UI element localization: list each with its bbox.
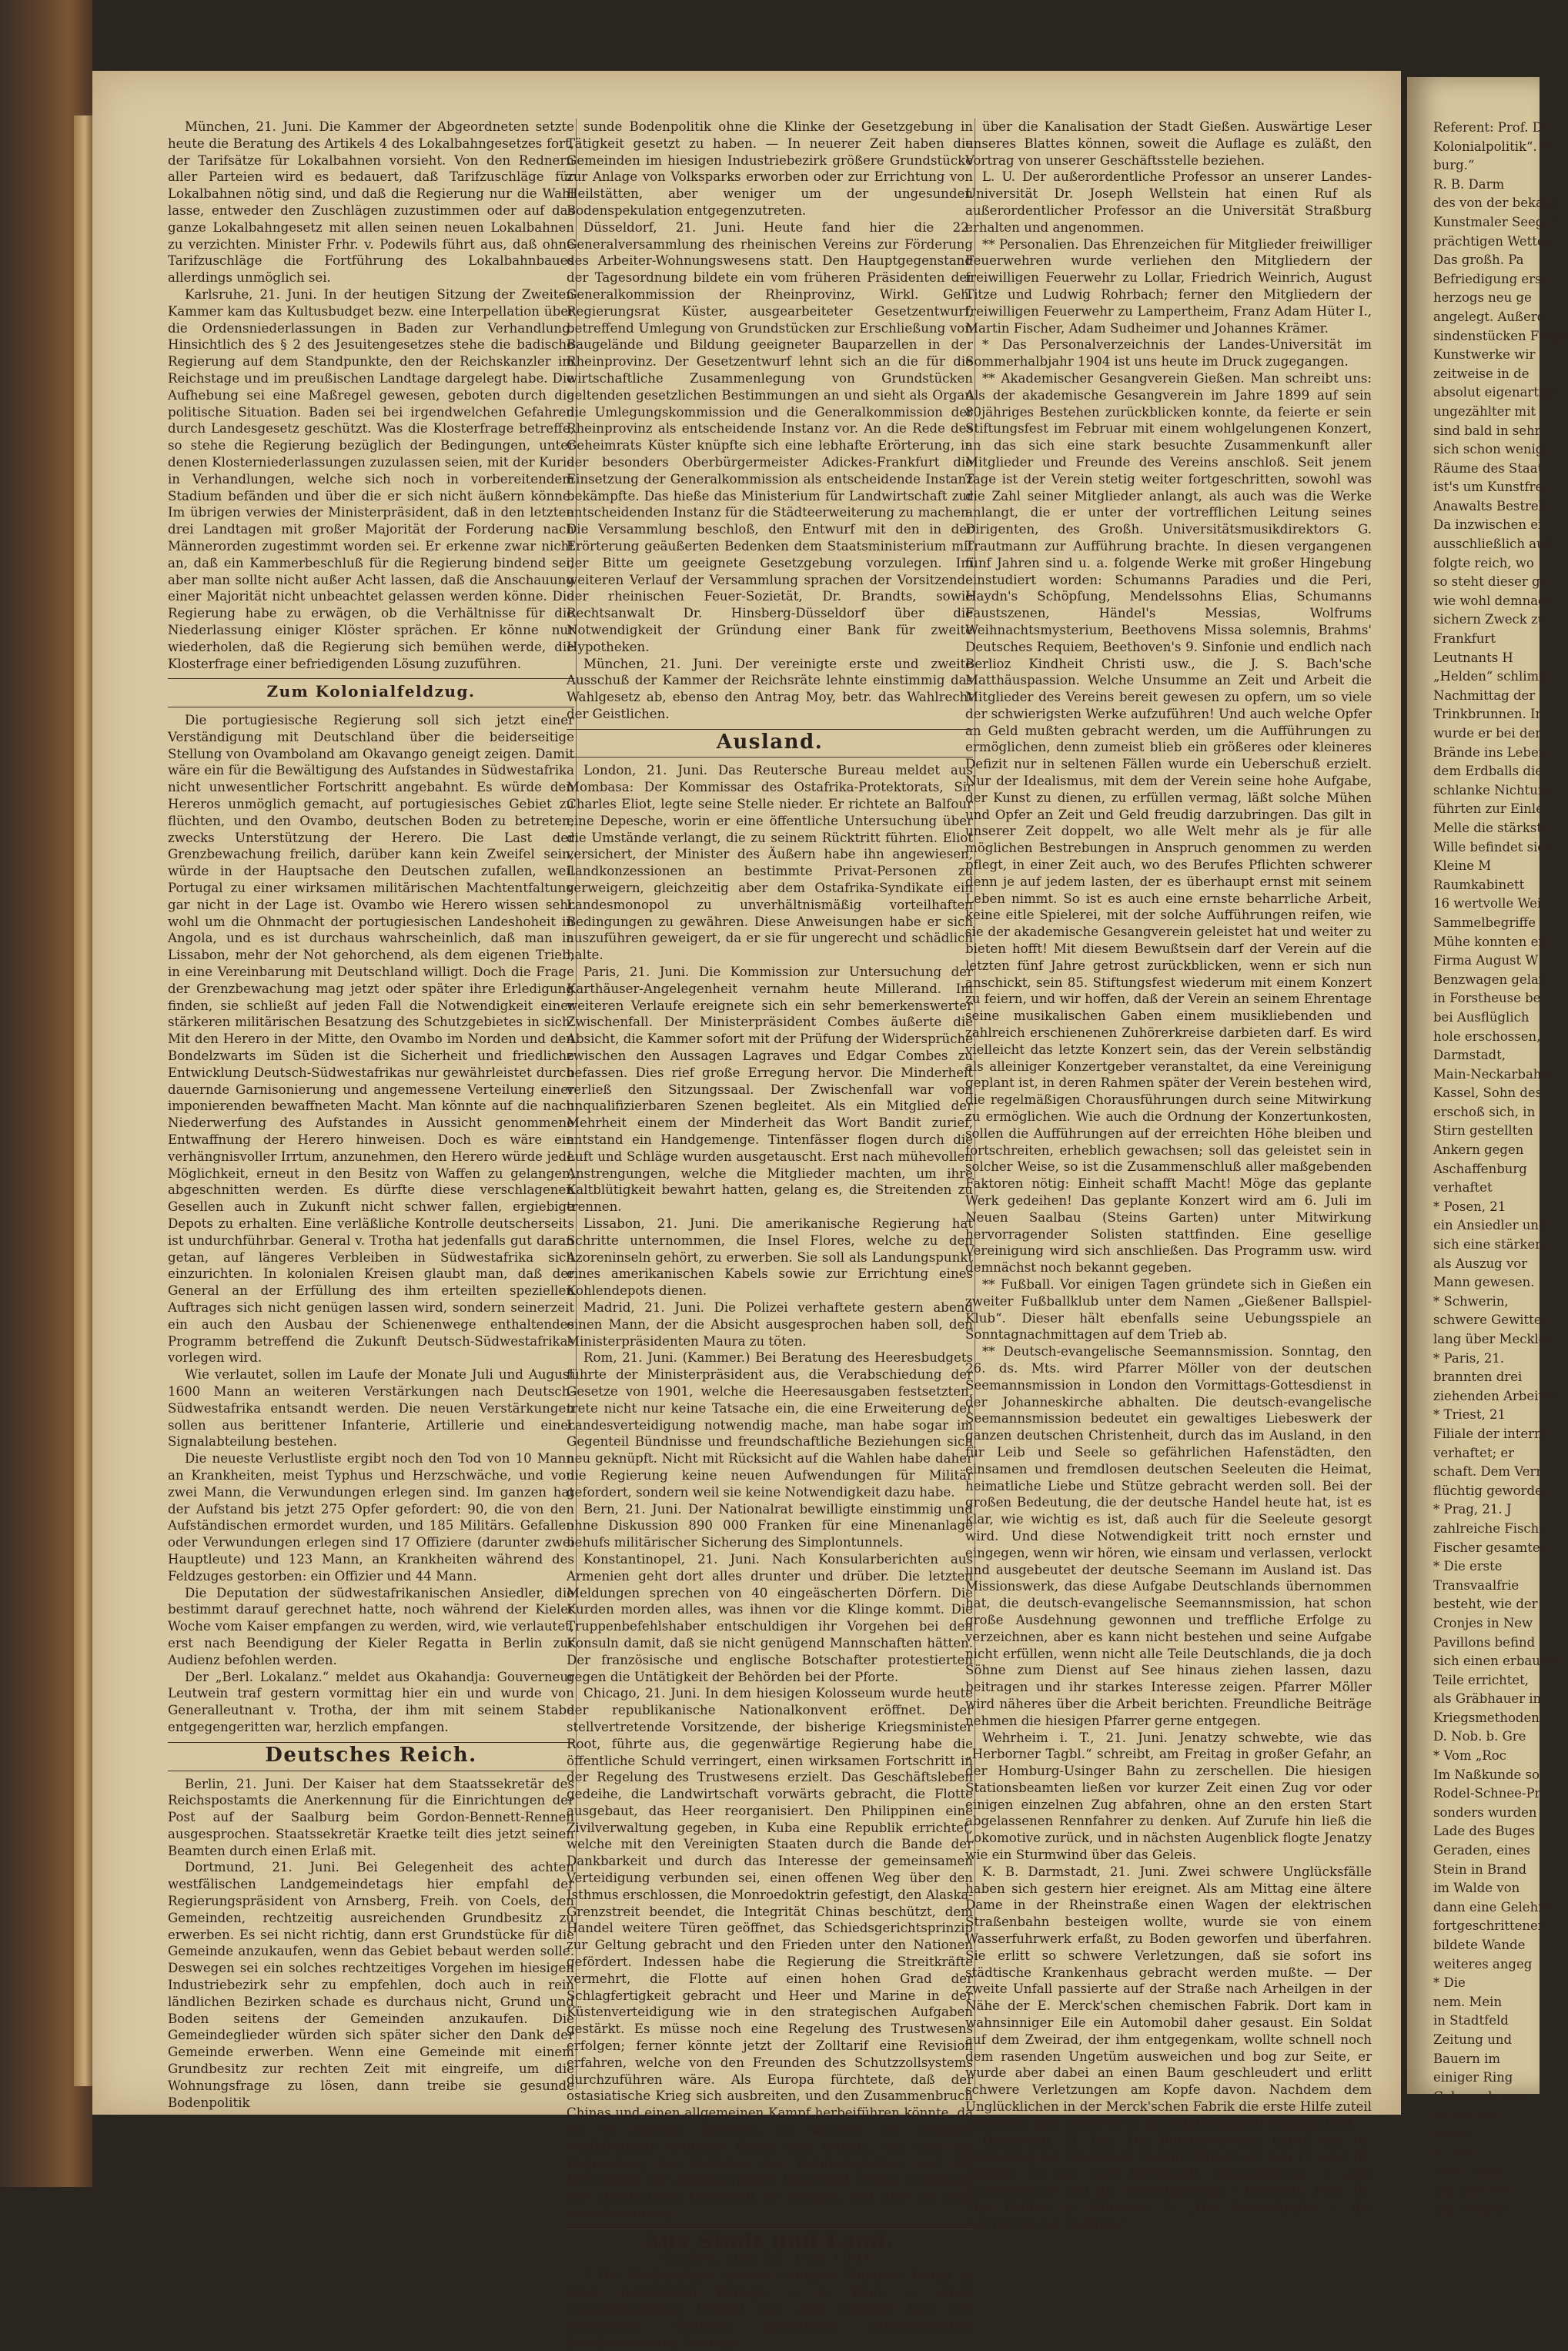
adjacent-page-line: Kolonialpolitik“. R.	[1433, 139, 1555, 154]
article-rom: Rom, 21. Juni. (Kammer.) Bei Beratung des Heeresbudgets führte der Ministerpräsident aus, die Verabschiedung der Gesetze von 1901, welche die Heeresausgaben festsetzten, trete nicht nur keine Tatsache ein, die eine Erweiterung der Landesverteidigung notwendig mache, man habe sogar im Gegenteil Bündnisse und freundschaftliche Beziehungen sich neu geknüpft. Nicht mit Rücksicht auf die Wahlen habe daher die Regierung keine neuen Aufwendungen für Militär gefordert, sondern weil sie keine Notwendigkeit dazu habe.	[567, 1350, 973, 1500]
adjacent-page-line: verhaftet	[1433, 1180, 1493, 1196]
column-1	[168, 119, 574, 2110]
binding-edge	[74, 115, 92, 2086]
adjacent-page-line: einiger Ring	[1433, 2070, 1513, 2085]
adjacent-page-line: flüchtig geworden	[1433, 1483, 1551, 1498]
adjacent-page-line: als Gräbhauer in	[1433, 1691, 1542, 1707]
adjacent-page-line: Mühe konnten ein	[1433, 934, 1551, 949]
article-stadtauflage: * Die Stadtauflage unserer heutigen Nummer bringt in einer besonderen Beilage — 4. Blatt — einen stenographischen Bericht von dem kürzlich hier von Oberbaurat Schmick gehaltenen außerordentlich beachtenswerten Vortrage	[567, 2268, 973, 2350]
adjacent-page-line: Benzwagen gelan	[1433, 972, 1547, 987]
adjacent-page-line: Nachmittag der	[1433, 687, 1536, 703]
article-dortmund-grundbesitz: Dortmund, 21. Juni. Bei Gelegenheit des achten westfälischen Landgemeindetags hier empfahl der Regierungspräsident von Arnsberg, Freih. von Coels, den Gemeinden, rechtzeitig ausreichenden Grundbesitz zu erwerben. Es sei nicht richtig, dann erst Grundstücke für die Gemeinde anzukaufen, wenn das Gebiet bebaut werden solle. Deswegen sei ein solches rechtzeitiges Vorgehen im hiesigen Industriebezirk sehr zu empfehlen, doch auch in rein ländlichen Bezirken schade es durchaus nicht, Grund und Boden seitens der Gemeinden anzukaufen. Die Gemeindeglieder würden sich später sicher den Dank der Gemeinde erwerben. Wenn eine Gemeinde mit einem Grundbesitz zur rechten Zeit mit eingreife, um die Wohnungsfrage zu lösen, dann treibe sie gesunde Bodenpolitik	[168, 1860, 574, 2110]
adjacent-page-line: * Posen, 21	[1433, 1199, 1506, 1214]
article-duesseldorf: Düsseldorf, 21. Juni. Heute fand hier die 22. Generalversammlung des rheinischen Vereins zur Förderung des Arbeiter-Wohnungswesens statt. Den Hauptgegenstand der Tagesordnung bildete ein vom früheren Präsidenten der Generalkommission der Rheinprovinz, Wirkl. Geh. Regierungsrat Küster, ausgearbeiteter Gesetzentwurf, betreffend Umlegung von Grundstücken zur Erschließung von Baugelände und Bildung geeigneter Bauparzellen in der Rheinprovinz. Der Gesetzentwurf lehnt sich an die für die wirtschaftliche Zusammenlegung von Grundstücken geltenden gesetzlichen Bestimmungen an und sieht als Organ die Umlegungskommission und die Generalkommission der Rheinprovinz als entscheidende Instanz vor. An die Rede des Geheimrats Küster knüpfte sich eine lebhafte Erörterung, in der besonders Oberbürgermeister Adickes-Frankfurt die Einsetzung der Generalkommission als entscheidende Instanz bekämpfte. Das hieße das Ministerium für Landwirtschaft zur entscheidenden Instanz für die Städteerweiterung zu machen. Die Versammlung beschloß, den Entwurf mit den in der Erörterung geäußerten Bedenken dem Staatsministerium mit der Bitte um geeignete Gesetzgebung vorzulegen. Im weiteren Verlauf der Versammlung sprachen der Vorsitzende der rheinischen Feuer-Sozietät, Dr. Brandts, sowie Rechtsanwalt Dr. Hinsberg-Düsseldorf über die Notwendigkeit der Gründung einer Bank für zweite Hypotheken.	[567, 219, 973, 654]
adjacent-page-line: Referent: Prof. Dr.	[1433, 120, 1552, 135]
adjacent-page-line: Mann gewesen.	[1433, 1275, 1535, 1290]
adjacent-page-line: ist mehrst.	[1433, 2108, 1503, 2123]
adjacent-page-line: herzogs neu ge	[1433, 290, 1532, 306]
adjacent-page-line: um Verkehr	[1433, 2202, 1509, 2218]
article-personalien: ** Personalien. Das Ehrenzeichen für Mitglieder freiwilliger Feuerwehren wurde verliehen den Mitgliedern der freiwilligen Feuerwehr zu Lollar, Friedrich Weinrich, August Titze und Ludwig Rohrbach; ferner den Mitgliedern der freiwilligen Feuerwehr zu Lampertheim, Franz Adam Hüter I., Martin Fischer, Adam Sudheimer und Johannes Krämer.	[965, 236, 1372, 336]
adjacent-page-line: Filiale der interne	[1433, 1426, 1550, 1441]
adjacent-page-line: Befriedigung erst	[1433, 271, 1547, 286]
section-divider	[168, 1742, 574, 1743]
section-heading-ausland: Ausland.	[716, 730, 824, 754]
adjacent-page-line: schlanke Nichtung	[1433, 782, 1555, 798]
adjacent-page-line: Da inzwischen ei	[1433, 517, 1543, 533]
adjacent-page-line: Anawalts Bestreb	[1433, 498, 1547, 513]
article-lissabon: Lissabon, 21. Juni. Die amerikanische Regierung hat Schritte unternommen, die Insel Flores, welche zu den Azoreninseln gehört, zu erwerben. Sie soll als Landungspunkt eines amerikanischen Kabels sowie zur Errichtung eines Kohlendepots dienen.	[567, 1216, 973, 1299]
adjacent-page-line: ausschließlich auf	[1433, 537, 1550, 552]
adjacent-page-line: sonders wurden	[1433, 1804, 1537, 1820]
adjacent-page-line: besteht, wie der	[1433, 1597, 1538, 1612]
adjacent-page-line: Geraden, eines	[1433, 1843, 1531, 1858]
article-verstaerkungen: Wie verlautet, sollen im Laufe der Monate Juli und August 1600 Mann an weiteren Verstärkungen nach Deutsch-Südwestafrika entsandt werden. Die neuen Verstärkungen sollen aus berittener Infanterie, Artillerie und einer Signalabteilung bestehen.	[168, 1367, 574, 1450]
adjacent-page-line: bei Ausflüglich	[1433, 1009, 1530, 1025]
section-heading-kolonialfeldzug: Zum Kolonialfeldzug.	[266, 682, 476, 701]
adjacent-page-line: sindenstücken Frage	[1433, 328, 1568, 343]
adjacent-page-line: führten zur Einle	[1433, 801, 1543, 817]
adjacent-page-line: Firma August W	[1433, 953, 1539, 968]
adjacent-page-line: sind bald in sehr	[1433, 423, 1541, 438]
adjacent-page-line: absolut eigenartige	[1433, 385, 1559, 400]
adjacent-page-line: Cronjes in New	[1433, 1615, 1533, 1630]
adjacent-page-line: Wille befindet sich	[1433, 839, 1553, 854]
adjacent-page-line: wie wohl demnach	[1433, 593, 1553, 608]
adjacent-page-line: Stein in Brand	[1433, 1861, 1527, 1877]
adjacent-page-line: Trinkbrunnen. In	[1433, 707, 1544, 722]
adjacent-page-line: fortgeschrittener	[1433, 1918, 1544, 1934]
adjacent-page-line: burg.“	[1433, 158, 1475, 173]
adjacent-page-line: des von der bekann	[1433, 196, 1560, 211]
dateline: Gießen, den 22. Juni 1904.	[660, 2250, 879, 2266]
article-fussball: ** Fußball. Vor einigen Tagen gründete sich in Gießen ein zweiter Fußballklub unter dem Namen „Gießener Ballspiel-Klub“. Dieser hält ebenfalls seine Uebungsspiele an Sonntagnachmittagen auf dem Trieb ab.	[965, 1276, 1372, 1343]
article-wellstein: L. U. Der außerordentliche Professor an unserer Landes-Universität Dr. Joseph Wellstein hat einen Ruf als außerordentlicher Professor an die Universität Straßburg erhalten und angenommen.	[965, 169, 1372, 235]
adjacent-page-line: Kunstmaler Seeger	[1433, 214, 1558, 229]
adjacent-page-line: Sammelbegriffe	[1433, 915, 1536, 930]
adjacent-page-line: brannten drei	[1433, 1369, 1523, 1385]
article-paris: Paris, 21. Juni. Die Kommission zur Untersuchung der Karthäuser-Angelegenheit vernahm heute Millerand. Im weiteren Verlaufe ereignete sich ein sehr bemerkenswerter Zwischenfall. Der Ministerpräsident Combes äußerte die Absicht, die Kammer sofort mit der Prüfung der Widersprüche zwischen den Aussagen Lagraves und Edgar Combes zu befassen. Dies rief große Erregung hervor. Die Minderheit verließ den Sitzungssaal. Der Zwischenfall war von unqualifizierbaren Szenen begleitet. Als ein Mitglied der Mehrheit einem der Minderheit das Wort Bandit zurief, entstand ein Handgemenge. Tintenfässer flogen durch die Luft und Schläge wurden ausgetauscht. Erst nach mühevollen Anstrengungen, welche die Mitglieder machten, um ihre Kaltblütigkeit bewahrt hatten, gelang es, die Streitenden zu trennen.	[567, 965, 973, 1215]
adjacent-page-line: als Auszug vor	[1433, 1256, 1528, 1271]
adjacent-page-line: Räume des Staat	[1433, 460, 1543, 476]
article-london: London, 21. Juni. Das Reutersche Bureau meldet aus Mombasa: Der Kommissar des Ostafrika-Protektorats, Sir Charles Eliot, legte seine Stelle nieder. Er richtete an Balfour eine Depesche, worin er eine öffentliche Untersuchung über die Umstände verlangt, die zu seinem Rücktritt führten. Eliot versichert, der Minister des Äußern habe ihn angewiesen, Landkonzessionen an bestimmte Privat-Personen zu verweigern, gleichzeitig aber dem Ostafrika-Syndikate ein Landesmonopol zu unverhältnismäßig vorteilhaften Bedingungen zu gewähren. Diese Anweisungen habe er sich auszuführen geweigert, da er sie für ungerecht und schädlich halte.	[567, 763, 973, 963]
adjacent-page-line: Pavillons befind	[1433, 1634, 1536, 1650]
adjacent-page-line: schaft. Dem Vern	[1433, 1464, 1544, 1480]
adjacent-page-line: Brände ins Leben	[1433, 744, 1547, 760]
adjacent-page-line: kannt	[1433, 2126, 1470, 2142]
adjacent-page-line: lang über Meckler	[1433, 1332, 1553, 1346]
adjacent-page-line: * Schwerin,	[1433, 1293, 1509, 1309]
adjacent-page-line: folgte reich, wo	[1433, 555, 1534, 570]
adjacent-page-line: Melle die stärkste	[1433, 820, 1550, 835]
adjacent-page-line: verhaftet; er	[1433, 1445, 1515, 1460]
adjacent-page-line: schwere Gewitter	[1433, 1313, 1548, 1328]
article-muenchen-reichsraete: München, 21. Juni. Der vereinigte erste und zweite Ausschuß der Kammer der Reichsräte lehnte einstimmig das Wahlgesetz ab, ebenso den Antrag Moy, betr. das Wahlrecht der Geistlichen.	[567, 656, 973, 721]
adjacent-page-line: im Walde von	[1433, 1881, 1520, 1896]
adjacent-page-line: Kassel, Sohn des	[1433, 1085, 1543, 1101]
article-konstantinopel: Konstantinopel, 21. Juni. Nach Konsularberichten aus Armenien geht dort alles drunter und drüber. Die letzten Meldungen sprechen von 40 eingeäscherten Dörfern. Die Kurden morden alles, was ihnen vor die Klinge kommt. Die Truppenbefehlshaber entschuldigen ihr Vorgehen bei den Konsuln damit, daß sie nicht genügend Mannschaften hätten. Der französische und englische Botschafter protestierten gegen die Untätigkeit der Behörden bei der Pforte.	[567, 1551, 973, 1684]
adjacent-page-line: so steht dieser gu	[1433, 574, 1549, 590]
adjacent-page-line: D. Nob. b. Gre	[1433, 1729, 1526, 1744]
adjacent-page-line: * Paris, 21.	[1433, 1350, 1505, 1366]
article-personalverzeichnis: * Das Personalverzeichnis der Landes-Universität im Sommerhalbjahr 1904 ist uns heute im Druck zugegangen.	[965, 337, 1372, 370]
adjacent-page-line: zahlreiche Fische	[1433, 1520, 1547, 1536]
adjacent-page-line: weiteres angeg	[1433, 1956, 1533, 1971]
article-kanalisation-cont: über die Kanalisation der Stadt Gießen. Auswärtige Leser unseres Blattes können, soweit die Auflage es zuläßt, den Vortrag von unserer Geschäftsstelle beziehen.	[965, 119, 1372, 168]
newspaper-page	[92, 71, 1401, 2350]
article-leutwein: Der „Berl. Lokalanz.“ meldet aus Okahandja: Gouverneur Leutwein traf gestern vormittag hier ein und wurde von Generalleutnant v. Trotha, der ihm mit seinem Stabe entgegengeritten war, herzlich empfangen.	[168, 1669, 574, 1734]
adjacent-page-line: ziehenden Arbeiter	[1433, 1388, 1557, 1403]
article-darmstadt-unfaelle: K. B. Darmstadt, 21. Juni. Zwei schwere Unglücksfälle haben sich gestern hier ereignet. Als am Mittag eine ältere Dame in der Rheinstraße einen Wagen der elektrischen Straßenbahn besteigen wollte, wurde sie von einem Wasserfuhrwerk erfaßt, zu Boden geworfen und überfahren. Sie erlitt so schwere Verletzungen, daß sie sofort ins städtische Krankenhaus gebracht werden mußte. — Der zweite Unfall passierte auf der Straße nach Arheilgen in der Nähe der E. Merck'schen chemischen Fabrik. Dort kam in wahnsinniger Eile ein Automobil daher gesaust. Ein Soldat auf dem Zweirad, der ihm entgegenkam, wollte schnell noch dem rasenden Ungetüm ausweichen und bog zur Seite, er wurde aber dabei an einen Baum geschleudert und erlitt schwere Verletzungen am Kopfe davon. Nachdem dem Unglücklichen in der Merck'schen Fabrik die erste Hilfe zuteil geworden war, wurde er in das Militärlazarett transportiert.	[965, 1864, 1372, 2131]
adjacent-page-line: * Prag, 21. J	[1433, 1502, 1512, 1517]
adjacent-page-line: Zeitung und	[1433, 2032, 1513, 2047]
adjacent-page-line: Fischer gesamten	[1433, 1540, 1549, 1555]
article-madrid: Madrid, 21. Juni. Die Polizei verhaftete gestern abend einen Mann, der die Absicht ausgesprochen haben soll, den Ministerpräsidenten Maura zu töten.	[567, 1299, 973, 1349]
adjacent-page-line: hole erschossen,	[1433, 1028, 1541, 1044]
adjacent-page-line: um Gerichts	[1433, 2183, 1513, 2199]
article-bern: Bern, 21. Juni. Der Nationalrat bewilligte einstimmig und ohne Diskussion 890 000 Franken für eine Minenanlage behufs militärischer Sicherung des Simplontunnels.	[567, 1501, 973, 1550]
adjacent-page-line: Leutnants H	[1433, 650, 1513, 665]
column-2	[567, 119, 973, 2350]
adjacent-page-line: wurde er bei der	[1433, 726, 1542, 741]
adjacent-page-line: * Vom „Roc	[1433, 1748, 1506, 1764]
adjacent-page-line: Bauern im	[1433, 2051, 1501, 2066]
adjacent-page-line: nem. Mein	[1433, 1994, 1503, 2009]
adjacent-page-line: Kunstwerke wir	[1433, 347, 1536, 363]
adjacent-page-line: ein Ansiedler und	[1433, 1218, 1547, 1233]
adjacent-page-line: Im Naßkunde so	[1433, 1767, 1540, 1782]
adjacent-page-line: prächtigen Wetter	[1433, 233, 1551, 249]
article-seemannsmission: ** Deutsch-evangelische Seemannsmission. Sonntag, den 26. ds. Mts. wird Pfarrer Möller von der deutschen Seemannsmission in London den Vormittags-Gottesdienst in der Johanneskirche abhalten. Die deutsch-evangelische Seemannsmission bedeutet ein gewaltiges Liebeswerk der ganzen deutschen Christenheit, durch das im Ausland, in den für Leib und Seele so gefährlichen Hafenstädten, den einsamen und fremdlosen deutschen Seeleuten die Heimat, heimatliche Liebe und Stütze gebracht werden soll. Bei der großen Bedeutung, die der deutsche Handel heute hat, ist es klar, wie wichtig es ist, daß auch für die Seeleute gesorgt wird. Und diese Notwendigkeit tritt noch ernster und eingegen, wenn wir hören, wie einsam und verlassen, verlockt und ausgebeutet der deutsche Seemann im Ausland ist. Das Missionswerk, das diese Aufgabe Deutschlands übernommen hat, die deutsch-evangelische Seemannsmission, hat schon große Ausdehnung gewonnen und treffliche Erfolge zu verzeichnen, aber es kann nicht bestehen und seine Aufgabe nicht erfüllen, wenn nicht alle Teile Deutschlands, die ja doch Söhne zum Dienst auf See hinaus ziehen lassen, dazu beitragen und ihr starkes Interesse zeigen. Pfarrer Möller wird näheres über die Arbeit berichten. Freundliche Beiträge nehmen die hiesigen Pfarrer gerne entgegen.	[965, 1344, 1372, 1728]
article-darmstadt-bodenreformer: Darmstadt, 21. Juni. Der Bundesvorstand beruft den 14. Bundestag der deutschen Bodenreformer auf den 15. und 16. Oktober zu uns nach Darmstadt. Tagesordnung: 1. „Die Schwindsucht und die Wohnungsfrage.“ Referent: Prof. Dr. Max Grüber in München. 2. „Die Wasserkräfte — die Bergwerke der Zukunft.“	[965, 2132, 1372, 2232]
adjacent-page-line: * Triest, 21	[1433, 1407, 1506, 1423]
section-heading-deutsches-reich: Deutsches Reich.	[265, 1743, 477, 1767]
article-muenchen-lokalbahn: München, 21. Juni. Die Kammer der Abgeordneten setzte heute die Beratung des Artikels 4 des Lokalbahngesetzes fort, der Tarifsätze für Lokalbahnen vorsieht. Von den Rednern aller Parteien wird es bedauert, daß Tarifzuschläge für Lokalbahnen nötig sind, und daß die Regierung nur die Wahl lasse, entweder den Zuschlägen zuzustimmen oder auf das ganze Lokalbahngesetz mit allen seinen neuen Lokalbahnen zu verzichten. Minister Frhr. v. Podewils führt aus, daß ohne Tarifzuschläge die Fortführung des Lokalbahnbaues allerdings unmöglich sei.	[168, 119, 574, 286]
adjacent-page-line: Rodel-Schnee-Pr	[1433, 1786, 1541, 1801]
adjacent-page-line: Transvaalfrie	[1433, 1577, 1520, 1593]
article-karlsruhe-kultusbudget: Karlsruhe, 21. Juni. In der heutigen Sitzung der Zweiten Kammer kam das Kultusbudget bezw. eine Interpellation über die Ordensniederlassungen in Baden zur Verhandlung. Hinsichtlich des § 2 des Jesuitengesetzes stehe die badische Regierung auf dem Standpunkte, den der Reichskanzler im Reichstage und im preußischen Landtage dargelegt habe. Die Aufhebung sei eine Maßregel gewesen, geboten durch die politische Situation. Baden sei bei irgendwelchen Gefahren durch Landesgesetz geschützt. Was die Klosterfrage betreffe, so stehe die Regierung bezüglich der Bedingungen, unter denen Klosterniederlassungen zuzulassen seien, mit der Kurie in Verhandlungen, welche sich noch in vorbereitendem Stadium befänden und über die er sich nicht äußern könne. Im übrigen verwies der Ministerpräsident, daß in den letzten drei Landtagen mit großer Majorität der Forderung nach Männerorden zugestimmt worden sei. Er erkenne zwar nicht an, daß ein Kammerbeschluß für die Regierung bindend sei, aber man sollte nicht außer Acht lassen, daß die Anschauung einer Majorität nicht unbeachtet gelassen werden könne. Die Regierung habe zu erwägen, ob die Verhältnisse für die Niederlassung einiger Klöster sprächen. Er könne nur wiederholen, daß die Regierung sich bemühen werde, die Klosterfrage einer befriedigenden Lösung zuzuführen.	[168, 286, 574, 671]
adjacent-page-line: sichern Zweck zu	[1433, 612, 1546, 627]
article-wehrheim: Wehrheim i. T., 21. Juni. Jenatzy schwebte, wie das „Herborner Tagbl.“ schreibt, am Freitag in großer Gefahr, an der Homburg-Usinger Bahn zu zerschellen. Die hiesigen Stationsbeamten ließen vor kurzer Zeit einen Zug vor oder einigen einzelnen Zug abfahren, ohne an den ersten Start abgelassenen Rennfahrer zu denken. Auf Zurufe hin ließ die Lokomotive zurück, und in nächsten Augenblick flogte Jenatzy wie ein Sturmwind über das Geleis.	[965, 1730, 1372, 1863]
adjacent-page-line: dem Erdballs die	[1433, 764, 1543, 779]
adjacent-page-line: angelegt. Außerd	[1433, 309, 1546, 324]
adjacent-page-line: R. B. Darm	[1433, 176, 1505, 192]
adjacent-page-text	[1407, 77, 1568, 2220]
adjacent-page-line: dann eine Gelehrt	[1433, 1899, 1550, 1915]
adjacent-page-line: Darmstadt,	[1433, 1048, 1506, 1063]
article-berlin-kaiser: Berlin, 21. Juni. Der Kaiser hat dem Staatssekretär des Reichspostamts die Anerkennung für die Einrichtungen der Post auf der Saalburg beim Gordon-Bennett-Rennen ausgesprochen. Staatssekretär Kraetke teilt dies jetzt seinen Beamten durch einen Erlaß mit.	[168, 1776, 574, 1858]
article-verlustliste: Die neueste Verlustliste ergibt noch den Tod von 10 Mann an Krankheiten, meist Typhus und Herzschwäche, und von zwei Mann, die Verwundungen erlegen sind. Im ganzen hat der Aufstand bis jetzt 275 Opfer gefordert: 90, die von den Aufständischen ermordet wurden, und 185 Militärs. Gefallen oder Verwundungen erlegen sind 17 Offiziere (darunter zwei Hauptleute) und 123 Mann, an Krankheiten während des Feldzuges gestorben: ein Offizier und 44 Mann.	[168, 1451, 574, 1583]
section-divider	[168, 678, 574, 679]
adjacent-page-line: erschoß sich, in	[1433, 1104, 1536, 1119]
adjacent-page-line: Teile errichtet,	[1433, 1672, 1530, 1687]
adjacent-page-line: sich einen erbauten	[1433, 1654, 1561, 1669]
adjacent-page-line: Gebrauch, was	[1433, 2088, 1530, 2104]
adjacent-page-line: sich schon wenige	[1433, 442, 1552, 457]
adjacent-page-line: und Lemm	[1433, 2165, 1503, 2180]
adjacent-page-line: ist's um Kunstfreu	[1433, 480, 1551, 495]
adjacent-page-line: Kriegsmethoden	[1433, 1710, 1540, 1725]
adjacent-page-line: Kleine M	[1433, 858, 1492, 874]
adjacent-page-line: * Die	[1433, 1975, 1466, 1991]
adjacent-page-line: Stirn gestellten	[1433, 1123, 1533, 1139]
adjacent-page-line: Lade des Buges	[1433, 1824, 1535, 1839]
adjacent-page-line: Main-Neckarbahn,	[1433, 1066, 1554, 1082]
article-gesangverein: ** Akademischer Gesangverein Gießen. Man schreibt uns: Als der akademische Gesangverein im Jahre 1899 auf sein 80jähriges Bestehen zurückblicken konnte, da feierte er sein Stiftungsfest im Februar mit einem wohlgelungenen Konzert, an das sich eine stark besuchte Zusammenkunft aller Mitglieder und Freunde des Vereins anschloß. Seit jenem Tage ist der Verein stetig weiter fortgeschritten, sowohl was die Zahl seiner Mitglieder anlangt, als auch was die Werke anlangt, die er unter der vortrefflichen Leitung seines Dirigenten, des Großh. Universitätsmusikdirektors G. Trautmann zur Aufführung brachte. In diesen vergangenen fünf Jahren sind u. a. folgende Werke mit großer Hingebung einstudiert worden: Schumanns Paradies und die Peri, Haydn's Schöpfung, Mendelssohns Elias, Schumanns Faustszenen, Händel's Messias, Wolfrums Weihnachtsmysterium, Beethovens Missa solemnis, Brahms' Deutsches Requiem, Beethoven's 9. Sinfonie und endlich nach Berlioz Kindheit Christi usw., die J. S. Bach'sche Matthäuspassion. Welche Unsumme an Zeit und Arbeit die Mitglieder des Vereins bereit gewesen zu opfern, um so viele der schwierigsten Werke aufzuführen! Und auch welche Opfer an Geld mußten gebracht werden, um die Aufführungen zu ermöglichen, denn zumeist blieb ein größeres oder kleineres Defizit nur in seltenen Fällen wurde ein Ueberschuß erzielt. Nur der Idealismus, mit dem der Verein seine hohe Aufgabe, der Kunst zu dienen, zu erfüllen vermag, läßt solche Mühen und Opfer an Zeit und Geld freudig darzubringen. Das gilt in unserer Zeit doppelt, wo alle Welt mehr als je für alle möglichen Bestrebungen in Anspruch genommen zu werden pflegt, in einer Zeit auch, wo des Berufes Pflichten schwerer denn je auf jedem lasten, der es überhaupt ernst mit seinem Leben nimmt. So ist es auch eine ernste beharrliche Arbeit, keine eitle Spielerei, mit der solche Aufführungen reifen, wie sie der akademische Gesangverein geleistet hat und weiter zu bieten hofft! Mit diesem Bewußtsein darf der Verein auf die letzten fünf Jahre getrost zurückblicken, wenn er sich nun anschickt, sein 85. Stiftungsfest wiederum mit einem Konzert zu feiern, und wir hoffen, daß der Verein an seinem Ehrentage seine musikalischen Gaben einem musikliebenden und zahlreich erschienenen Zuhörerkreise darbieten darf. Es wird vielleicht das letzte Konzert sein, das der Verein selbständig als alleiniger Konzertgeber veranstaltet, da eine Vereinigung geplant ist, in deren Rahmen später der Verein bestehen wird, die regelmäßigen Chorausführungen durch seine Mitwirkung zu ermöglichen. Wie auch die Ordnung der Konzertunkosten, sollen die Aufführungen auf der erreichten Höhe bleiben und fortschreiten, erheblich gewachsen; soll das geleistet sein in solcher Weise, so ist die Zusammenschluß aller maßgebenden Faktoren nötig: Einheit schafft Macht! Möge das geplante Werk gedeihen! Das geplante Konzert wird am 6. Juli im Neuen Saalbau (Steins Garten) unter Mitwirkung hervorragender Solisten stattfinden. Eine gesellige Vereinigung wird sich anschließen. Das Programm usw. wird demnächst noch bekannt gegeben.	[965, 370, 1372, 1276]
article-deputation: Die Deputation der südwestafrikanischen Ansiedler, die bestimmt darauf gerechnet hatte, noch während der Kieler Woche vom Kaiser empfangen zu werden, wird, wie verlautet, erst nach Beendigung der Kieler Regatta in Berlin zur Audienz befohlen werden.	[168, 1585, 574, 1667]
adjacent-page-line: in Stadtfeld	[1433, 2013, 1509, 2028]
adjacent-page-line: Aschaffenburg	[1433, 1161, 1527, 1176]
adjacent-page-line: 16 wertvolle Wei	[1433, 896, 1542, 911]
adjacent-page-line: in den	[1433, 2145, 1474, 2161]
section-divider	[567, 729, 973, 730]
column-3	[965, 119, 1372, 2232]
adjacent-page-line: „Helden“ schlimm	[1433, 669, 1551, 684]
adjacent-page-line: bildete Wande	[1433, 1938, 1526, 1952]
article-bodenpolitik-cont: sunde Bodenpolitik ohne die Klinke der Gesetzgebung in Tätigkeit gesetzt zu haben. — In neuerer Zeit haben die Gemeinden im hiesigen Industriebezirk größere Grundstücke zur Anlage von Volksparks erworben oder zur Errichtung von Heilstätten, aber weniger um der ungesunden Bodenspekulation entgegenzutreten.	[567, 119, 973, 218]
adjacent-page-line: in Forstheuse be	[1433, 991, 1541, 1006]
adjacent-page-line: sich eine stärkere	[1433, 1237, 1549, 1252]
adjacent-page-line: Das großh. Pa	[1433, 252, 1524, 268]
article-portugal-verstaendigung: Die portugiesische Regierung soll sich jetzt einer Verständigung mit Deutschland über die beiderseitige Stellung von Ovamboland am Okavango geneigt zeigen. Damit wäre ein für die Bewältigung des Aufstandes in Südwestafrika nicht unwesentlicher Fortschritt angebahnt. Es würde den Hereros unmöglich gemacht, auf portugiesisches Gebiet zu flüchten, und den Ovambo, deutschen Boden zu betreten, zwecks Unterstützung der Herero. Die Last der Grenzbewachung freilich, darüber kann kein Zweifel sein, würde in der Hauptsache den Deutschen zufallen, weil Portugal zu einer wirksamen militärischen Machtentfaltung gar nicht in der Lage ist. Ovambo wie Herero wissen sehr wohl um die Ohnmacht der portugiesischen Landeshoheit in Angola, und es ist durchaus wahrscheinlich, daß man in Lissabon, mehr der Not gehorchend, als dem eigenen Trieb, in eine Vereinbarung mit Deutschland willigt. Doch die Frage der Grenzbewachung mag jetzt oder später ihre Erledigung finden, sie schließt auf jeden Fall die Notwendigkeit einer stärkeren militärischen Besatzung des Schutzgebietes in sich. Mit den Herero in der Mitte, den Ovambo im Norden und den Bondelzwarts im Süden ist die Sicherheit und friedliche Entwicklung Deutsch-Südwestafrikas nur gewährleistet durch dauernde Garnisonierung und angemessene Verteilung einer imponierenden bewaffneten Macht. Man könnte auf die nach Niederwerfung des Aufstandes in Aussicht genommene Entwaffnung der Herero hinweisen. Doch es wäre ein verhängnisvoller Irrtum, anzunehmen, den Herero würde jede Möglichkeit, erneut in den Besitz von Waffen zu gelangen, abgeschnitten werden. Es dürfte diese verschlagenen Gesellen auch in Zukunft nicht schwer fallen, ergiebige Depots zu erhalten. Eine verläßliche Kontrolle deutscherseits ist undurchführbar. General v. Trotha hat jedenfalls gut daran getan, auf längeres Verbleiben in Südwestafrika sich einzurichten. In kolonialen Kreisen glaubt man, daß der General an der Erfüllung des ihm erteilten speziellen Auftrages sich nicht genügen lassen wird, sondern seinerzeit ein auch den Ausbau der Schienenwege enthaltendes Programm betreffend die Zukunft Deutsch-Südwestafrikas vorlegen wird.	[168, 713, 574, 1366]
adjacent-page-line: * Die erste	[1433, 1559, 1503, 1574]
section-heading-stadt-und-land: Aus Stadt und Land.	[644, 2229, 895, 2253]
adjacent-page-line: Ankern gegen	[1433, 1142, 1524, 1158]
adjacent-page-line: zeitweise in de	[1433, 366, 1530, 381]
adjacent-page-line: Frankfurt	[1433, 631, 1496, 647]
adjacent-page-line: Raumkabinett	[1433, 877, 1525, 892]
article-chicago: Chicago, 21. Juni. In dem hiesigen Kolosseum wurde heute der republikanische Nationalkonvent eröffnet. Der stellvertretende Vorsitzende, der bisherige Kriegsminister Root, führte aus, die gegenwärtige Regierung habe die öffentliche Schuld verringert, einen wirksamen Fortschritt in der Regelung des Trustwesens erzielt. Das Geschäftsleben gedeihe, die Landwirtschaft vorwärts gebracht, die Flotte ausgebaut, das Heer reorganisiert. Den Philippinen eine Zivilverwaltung gegeben, in Kuba eine Republik errichtet, welche mit den Vereinigten Staaten durch die Bande der Dankbarkeit und durch das Interesse der gemeinsamen Verteidigung verbunden sei, einen offenen Weg über den Isthmus erschlossen, die Monroedoktrin gefestigt, den Alaska-Grenzstreit beendet, die Integrität Chinas beschützt, dem Handel weitere Türen geöffnet, das Schiedsgerichtsprinzip zur Geltung gebracht und den Frieden unter den Nationen gefördert. Indessen habe die Regierung die Streitkräfte vermehrt, die Flotte auf einen hohen Grad der Schlagfertigkeit gebracht und Heer und Marine in der Küstenverteidigung wie in den strategischen Aufgaben gestärkt. Es müsse noch eine Regelung des Trustwesens erfolgen; ferner könnte jetzt der Zolltarif eine Revision erfahren, welche von den Freunden des Schutzzollsystems durchzuführen wäre. Als Europa fürchtete, daß der ostasiatische Krieg sich ausbreiten, und den Zusammenbruch Chinas und einen allgemeinen Kampf herbeiführen könnte, da sei es Amerika gewesen, an welches der begabte, weitblickende deutsche Kaiser sich wandte, um über die Begrenzung des Gebietes der Feindseligkeiten und die Bewahrung der administrativen Wesenheit Chinas außerhalb der Mandschurei Gewißheit zu bringen, und dies sei auch erreicht worden.	[567, 1686, 973, 2222]
adjacent-page-fragment	[1407, 77, 1568, 2218]
adjacent-page-line: ungezählter mit	[1433, 403, 1536, 419]
